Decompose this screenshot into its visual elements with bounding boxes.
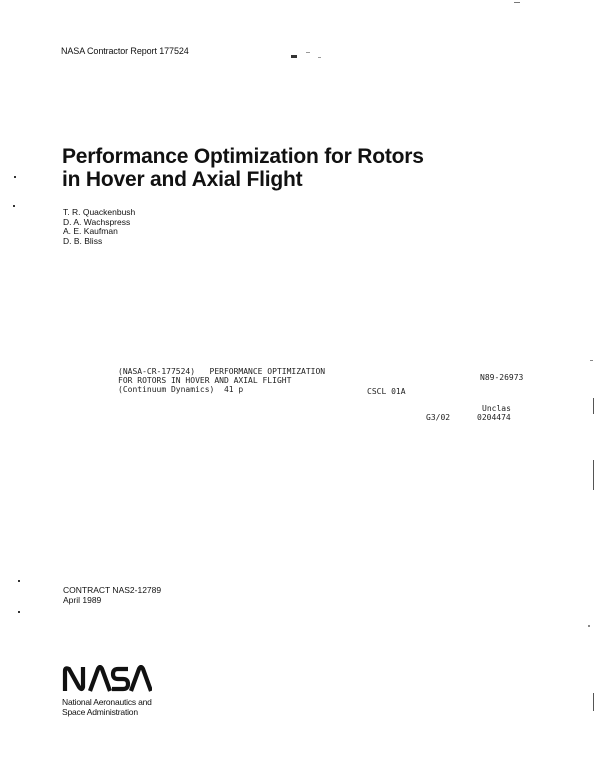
stamp-accession: N89-26973 [480, 373, 524, 382]
author: T. R. Quackenbush [63, 207, 136, 217]
scan-speck [291, 55, 297, 58]
agency-line-2: Space Administration [62, 707, 138, 717]
scan-speck [306, 52, 310, 53]
scan-speck [18, 611, 20, 613]
stamp-line-1: (NASA-CR-177524) PERFORMANCE OPTIMIZATION [118, 367, 326, 376]
stamp-unclas: Unclas [482, 404, 511, 413]
author: D. A. Wachspress [63, 216, 131, 227]
scan-edge-line [593, 460, 594, 490]
report-number: NASA Contractor Report 177524 [61, 46, 189, 56]
scan-edge-line [593, 398, 594, 414]
scan-edge-line [593, 693, 594, 711]
author: A. E. Kaufman [63, 226, 118, 237]
scan-speck [318, 57, 321, 58]
scan-speck [590, 360, 593, 361]
author: D. B. Bliss [63, 235, 103, 246]
nasa-logo-icon [62, 665, 152, 698]
scan-speck [514, 2, 520, 3]
title-line-2: in Hover and Axial Flight [62, 168, 303, 191]
stamp-csc: CSCL 01A [367, 387, 406, 396]
contract-number: CONTRACT NAS2-12789 [63, 585, 162, 595]
publication-date: April 1989 [63, 595, 102, 605]
scan-speck [14, 176, 16, 178]
scan-speck [13, 205, 15, 207]
stamp-line-2: FOR ROTORS IN HOVER AND AXIAL FLIGHT [118, 376, 292, 385]
document-title [62, 145, 522, 191]
scan-speck [18, 580, 20, 582]
contract-info [63, 585, 161, 605]
scan-speck [588, 625, 590, 627]
author-list [63, 208, 135, 246]
agency-name [62, 697, 152, 717]
stamp-doc-id: 0204474 [477, 413, 511, 422]
title-line-1: Performance Optimization for Rotors [62, 145, 424, 168]
stamp-group: G3/02 [426, 413, 451, 422]
stamp-line-3: (Continuum Dynamics) 41 p [118, 385, 244, 394]
agency-line-1: National Aeronautics and [62, 697, 152, 707]
